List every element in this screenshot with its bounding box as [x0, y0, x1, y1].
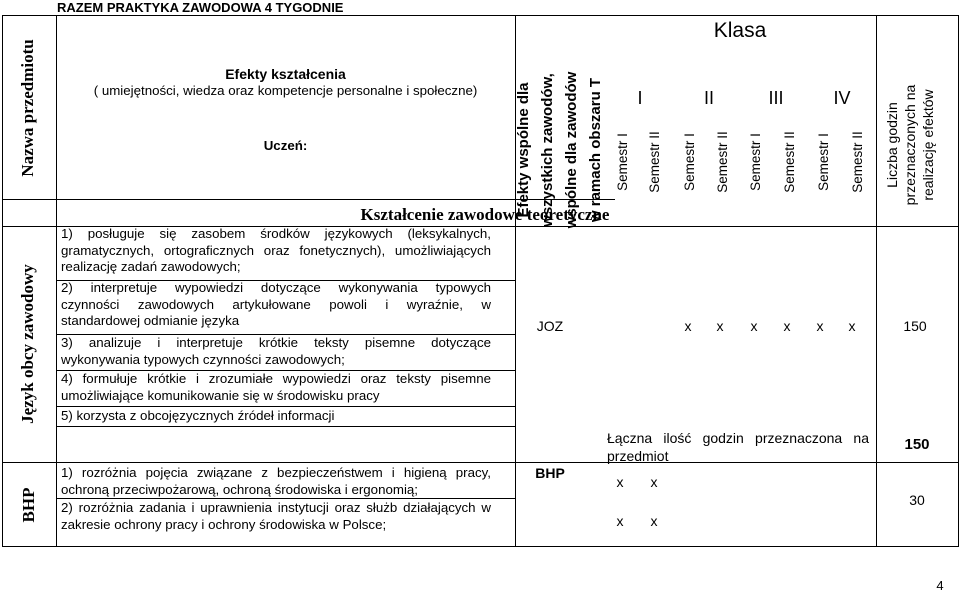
subject-name-header: Nazwa przedmiotu [18, 39, 37, 177]
total-hours-label: Łączna ilość godzin przeznaczona na przedmiot [607, 430, 869, 464]
class-label-i: I [637, 88, 643, 108]
class-label-ii: II [703, 88, 714, 108]
bhp-item-1: 1) rozróżnia pojęcia związane z bezpieczeństwem i higieną pracy, ochroną przeciwpożarową, ochroną środowiska i ergonomią; [61, 465, 491, 497]
total-hours-value: 150 [904, 436, 930, 453]
col-line [876, 15, 877, 546]
semester-mark: x [716, 318, 724, 334]
page-number: 4 [936, 578, 944, 593]
semester-mark: x [783, 318, 791, 334]
semester-header: Semestr II [782, 131, 797, 193]
jezyk-subject-name: Język obcy zawodowy [18, 264, 37, 424]
student-label: Uczeń: [263, 138, 308, 153]
semester-header: Semestr II [850, 131, 865, 193]
bhp-item-2: 2) rozróżnia zadania i uprawnienia instytucji oraz służb działających w zakresie ochrony pracy i ochrony środowiska w Polsce; [61, 500, 491, 532]
bhp-code: BHP [535, 465, 565, 481]
table-border-top [2, 15, 959, 16]
semester-header: Semestr I [682, 133, 697, 191]
jezyk-item-4: 4) formułuje krótkie i zrozumiałe wypowiedzi oraz teksty pisemne umożliwiające komunikowanie się w środowisku pracy [61, 371, 491, 403]
semester-mark: x [750, 318, 758, 334]
class-label-iv: IV [833, 88, 851, 108]
table-border-right [958, 15, 959, 546]
row-line [56, 498, 515, 499]
jezyk-item-3: 3) analizuje i interpretuje krótkie teksty pisemne dotyczące wykonywania typowych czynności zawodowych; [61, 335, 491, 367]
semester-header: Semestr I [816, 133, 831, 191]
jezyk-code: JOZ [536, 318, 564, 334]
semester-header: Semestr I [748, 133, 763, 191]
semester-mark: x [684, 318, 692, 334]
table-border-bottom [2, 546, 959, 547]
semester-header: Semestr I [615, 133, 630, 191]
klasa-label: Klasa [713, 19, 767, 42]
effects-subtitle: ( umiejętności, wiedza oraz kompetencje personalne i społeczne) [93, 83, 478, 98]
jezyk-item-1: 1) posługuje się zasobem środków językowych (leksykalnych, gramatycznych, ortograficznych oraz fonetycznych), umożliwiających realizację zadań zawodowych; [61, 226, 491, 274]
row-line [56, 406, 515, 407]
bhp-mark: x [650, 474, 658, 490]
section-title: Kształcenie zawodowe teoretyczne [360, 205, 610, 224]
table-border-left [2, 15, 3, 546]
bhp-mark: x [650, 513, 658, 529]
class-label-iii: III [768, 88, 784, 108]
effects-title: Efekty kształcenia [225, 66, 346, 82]
jezyk-hours: 150 [903, 318, 927, 334]
common-effects-header: Efekty wspólne dla wszystkich zawodów, wspólne dla zawodów w ramach obszaru T [515, 71, 604, 229]
row-line [56, 426, 515, 427]
semester-mark: x [816, 318, 824, 334]
bhp-subject-name: BHP [19, 487, 38, 523]
hours-header: Liczba godzin przeznaczonych na realizację efektów [884, 84, 936, 206]
semester-header: Semestr II [715, 131, 730, 193]
jezyk-item-2: 2) interpretuje wypowiedzi dotyczące wykonywania typowych czynności zawodowych artykułowane powoli i wyraźnie, w standardowej odmianie języka [61, 280, 491, 328]
bhp-hours: 30 [909, 492, 925, 508]
jezyk-item-5: 5) korzysta z obcojęzycznych źródeł informacji [61, 408, 335, 423]
page-header: RAZEM PRAKTYKA ZAWODOWA 4 TYGODNIE [57, 0, 344, 15]
semester-header: Semestr II [647, 131, 662, 193]
bhp-mark: x [616, 513, 624, 529]
bhp-mark: x [616, 474, 624, 490]
semester-mark: x [848, 318, 856, 334]
